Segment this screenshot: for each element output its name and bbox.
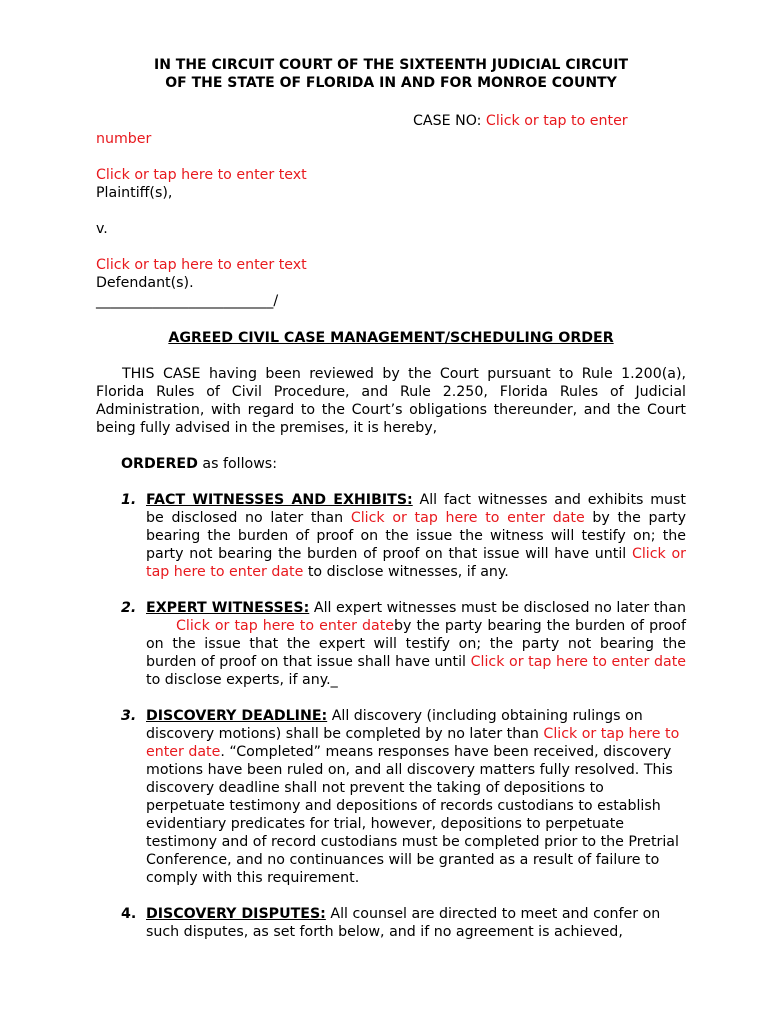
- court-line-1: IN THE CIRCUIT COURT OF THE SIXTEENTH JUDICIAL CIRCUIT: [153, 57, 628, 73]
- item-heading: EXPERT WITNESSES:: [146, 600, 310, 616]
- defendant-name-field[interactable]: Click or tap here to enter text: [96, 257, 307, 273]
- case-number-field[interactable]: Click or tap to enter number: [96, 113, 628, 147]
- item-number: 3.: [121, 708, 137, 724]
- expert-witness-date-field[interactable]: Click or tap here to enter date: [176, 618, 395, 634]
- intro-paragraph: THIS CASE having been reviewed by the Court pursuant to Rule 1.200(a), Florida Rules of Civil Procedure, and Rule 2.250, Florida Rules of Judicial Administration, with regard to the Court’s obligations thereunder, and the Court being fully advised in the premises, it is hereby,: [96, 366, 686, 436]
- item-discovery-disputes: [96, 905, 686, 941]
- discovery-deadline-date-field[interactable]: Click or tap here to enter date: [146, 726, 680, 760]
- case-number-line: [96, 112, 686, 148]
- fact-witness-date-field[interactable]: Click or tap here to enter date: [350, 510, 585, 526]
- defendant-label: Defendant(s).: [96, 275, 194, 291]
- item-heading: DISCOVERY DEADLINE:: [146, 708, 328, 724]
- plaintiff-block: [96, 166, 686, 202]
- item-discovery-deadline: [96, 707, 686, 887]
- case-no-label: CASE NO:: [413, 113, 486, 129]
- item-text: by the party bearing the burden of proof on the issue that the expert will testify on; the party not bearing the burden of proof on that issue shall have until: [146, 618, 686, 670]
- ordered-rest: as follows:: [197, 456, 277, 472]
- order-title: AGREED CIVIL CASE MANAGEMENT/SCHEDULING ORDER: [168, 330, 614, 346]
- item-text: All expert witnesses must be disclosed no later than: [309, 600, 686, 616]
- versus: v.: [96, 221, 108, 237]
- plaintiff-label: Plaintiff(s),: [96, 185, 173, 201]
- item-expert-witnesses: [96, 599, 686, 689]
- caption-rule: _________________________/: [96, 293, 279, 309]
- item-number: 1.: [121, 492, 137, 508]
- court-caption: [96, 56, 686, 92]
- document-page: [96, 56, 686, 941]
- item-text: All fact witnesses and exhibits must be disclosed no later than: [146, 492, 686, 526]
- item-text: . “Completed” means responses have been received, discovery motions have been ruled on, and all discovery matters fully resolved. This discovery deadline shall not prevent the taking of depositions to perpetuate testimony and depositions of records custodians to establish evidentiary predicates for trial, however, depositions to perpetuate testimony and of record custodians must be completed prior to the Pretrial Conference, and no continuances will be granted as a result of failure to comply with this requirement.: [146, 744, 679, 886]
- item-text: by the party bearing the burden of proof on the issue the witness will testify on; the party not bearing the burden of proof on that issue will have until: [146, 510, 686, 562]
- item-number: 4.: [121, 906, 137, 922]
- item-fact-witnesses: [96, 491, 686, 581]
- item-heading: FACT WITNESSES AND EXHIBITS:: [146, 492, 413, 508]
- fact-witness-rebuttal-date-field[interactable]: Click or tap here to enter date: [146, 546, 686, 580]
- item-heading: DISCOVERY DISPUTES:: [146, 906, 326, 922]
- court-line-2: OF THE STATE OF FLORIDA IN AND FOR MONROE COUNTY: [165, 75, 617, 91]
- item-text: to disclose experts, if any._: [146, 672, 338, 688]
- item-text: All counsel are directed to meet and confer on such disputes, as set forth below, and if no agreement is achieved,: [146, 906, 661, 940]
- item-text: to disclose witnesses, if any.: [303, 564, 509, 580]
- item-text: All discovery (including obtaining rulings on discovery motions) shall be completed by no later than: [146, 708, 643, 742]
- ordered-line: [96, 455, 686, 473]
- expert-witness-rebuttal-date-field[interactable]: Click or tap here to enter date: [470, 654, 686, 670]
- item-number: 2.: [121, 600, 137, 616]
- ordered-keyword: ORDERED: [121, 456, 198, 472]
- defendant-block: [96, 256, 686, 310]
- plaintiff-name-field[interactable]: Click or tap here to enter text: [96, 167, 307, 183]
